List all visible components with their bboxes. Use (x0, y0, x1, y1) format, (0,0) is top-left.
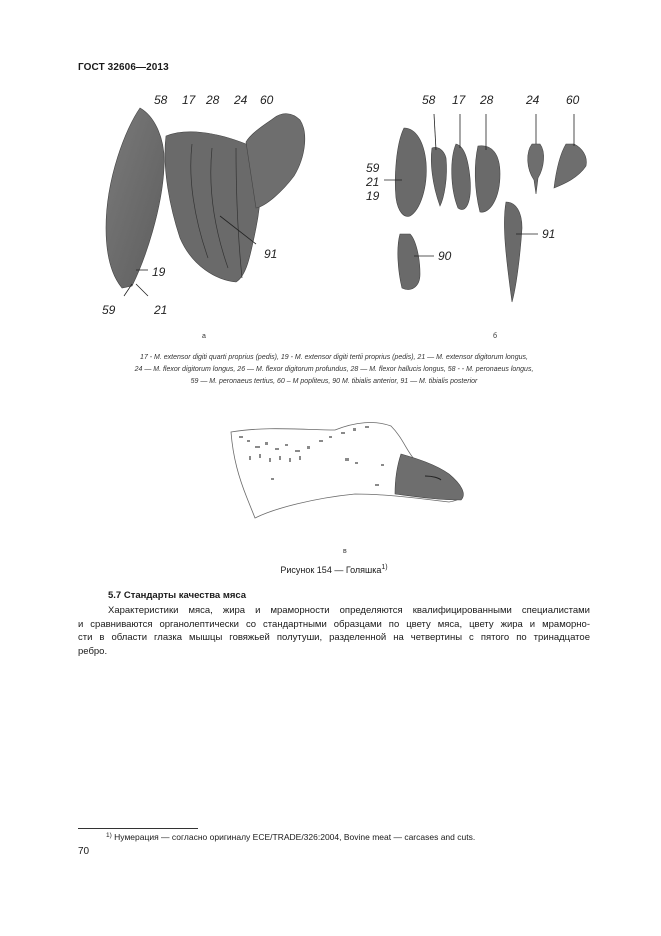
figure-b-sublabel: б (493, 333, 498, 340)
figure-caption (78, 352, 590, 388)
label-58: 58 (154, 93, 168, 107)
label-b-91: 91 (542, 227, 556, 241)
figure-b (360, 88, 600, 320)
figure-b-drawing (360, 88, 600, 320)
body-paragraph (78, 604, 590, 658)
label-28: 28 (206, 93, 220, 107)
footnote-separator (78, 828, 198, 829)
paragraph-line: ребро. (78, 645, 108, 657)
footnote-text: Нумерация — согласно оригиналу ECE/TRADE/326:2004, Bovine meat — carcases and cuts. (114, 832, 476, 842)
figure-title-footnote-mark: 1) (381, 564, 388, 571)
label-b-90: 90 (438, 249, 452, 263)
label-59: 59 (102, 303, 116, 317)
label-b-59: 59 (366, 161, 380, 175)
page-number: 70 (78, 846, 90, 857)
label-60: 60 (260, 93, 274, 107)
section-heading: 5.7 Стандарты качества мяса (108, 590, 247, 601)
figure-c-drawing (225, 418, 475, 536)
label-19: 19 (152, 265, 166, 279)
label-b-28: 28 (480, 93, 494, 107)
paragraph-line: Характеристики мяса, жира и мраморности определяются квалифицированными специалистами (108, 605, 590, 616)
figure-c-sublabel: в (343, 548, 347, 555)
figure-a (96, 88, 316, 320)
label-21: 21 (154, 303, 168, 317)
label-b-60: 60 (566, 93, 580, 107)
label-b-58: 58 (422, 93, 436, 107)
label-b-17: 17 (452, 93, 466, 107)
label-17: 17 (182, 93, 196, 107)
figure-a-sublabel: а (202, 333, 206, 340)
label-b-24: 24 (526, 93, 540, 107)
label-b-19: 19 (366, 189, 380, 203)
label-b-21: 21 (366, 175, 380, 189)
caption-line: 17 - M. extensor digiti quarti proprius (pedis), 19 - M. extensor digiti tertii proprius (pedis), 21 — M. extensor digitorum longus, (140, 354, 528, 361)
label-91: 91 (264, 247, 278, 261)
figure-title (78, 564, 590, 575)
figure-title-text: Рисунок 154 — Голяшка (280, 565, 382, 575)
figure-a-drawing (96, 88, 316, 320)
paragraph-line: и сравниваются органолептически со стандартными образцами по цвету мяса, цвету жира и мраморно- (78, 618, 590, 630)
footnote (106, 832, 475, 842)
label-24: 24 (234, 93, 248, 107)
document-code: ГОСТ 32606—2013 (78, 62, 169, 73)
paragraph-line: сти в области глазка мышцы говяжьей полутуши, разделенной на четвертины с пятого по тринадцатое (78, 632, 590, 643)
footnote-mark: 1) (106, 832, 112, 839)
caption-line: 59 — M. peronaeus tertius, 60 – M popliteus, 90 M. tibialis anterior, 91 — M. tibialis posterior (190, 378, 478, 385)
figure-c (225, 418, 475, 536)
caption-line: 24 — M. flexor digitorum longus, 26 — M. flexor digitorum profundus, 28 — M. flexor hallucis longus, 58 - - M. peronaeus longus, (134, 366, 534, 373)
